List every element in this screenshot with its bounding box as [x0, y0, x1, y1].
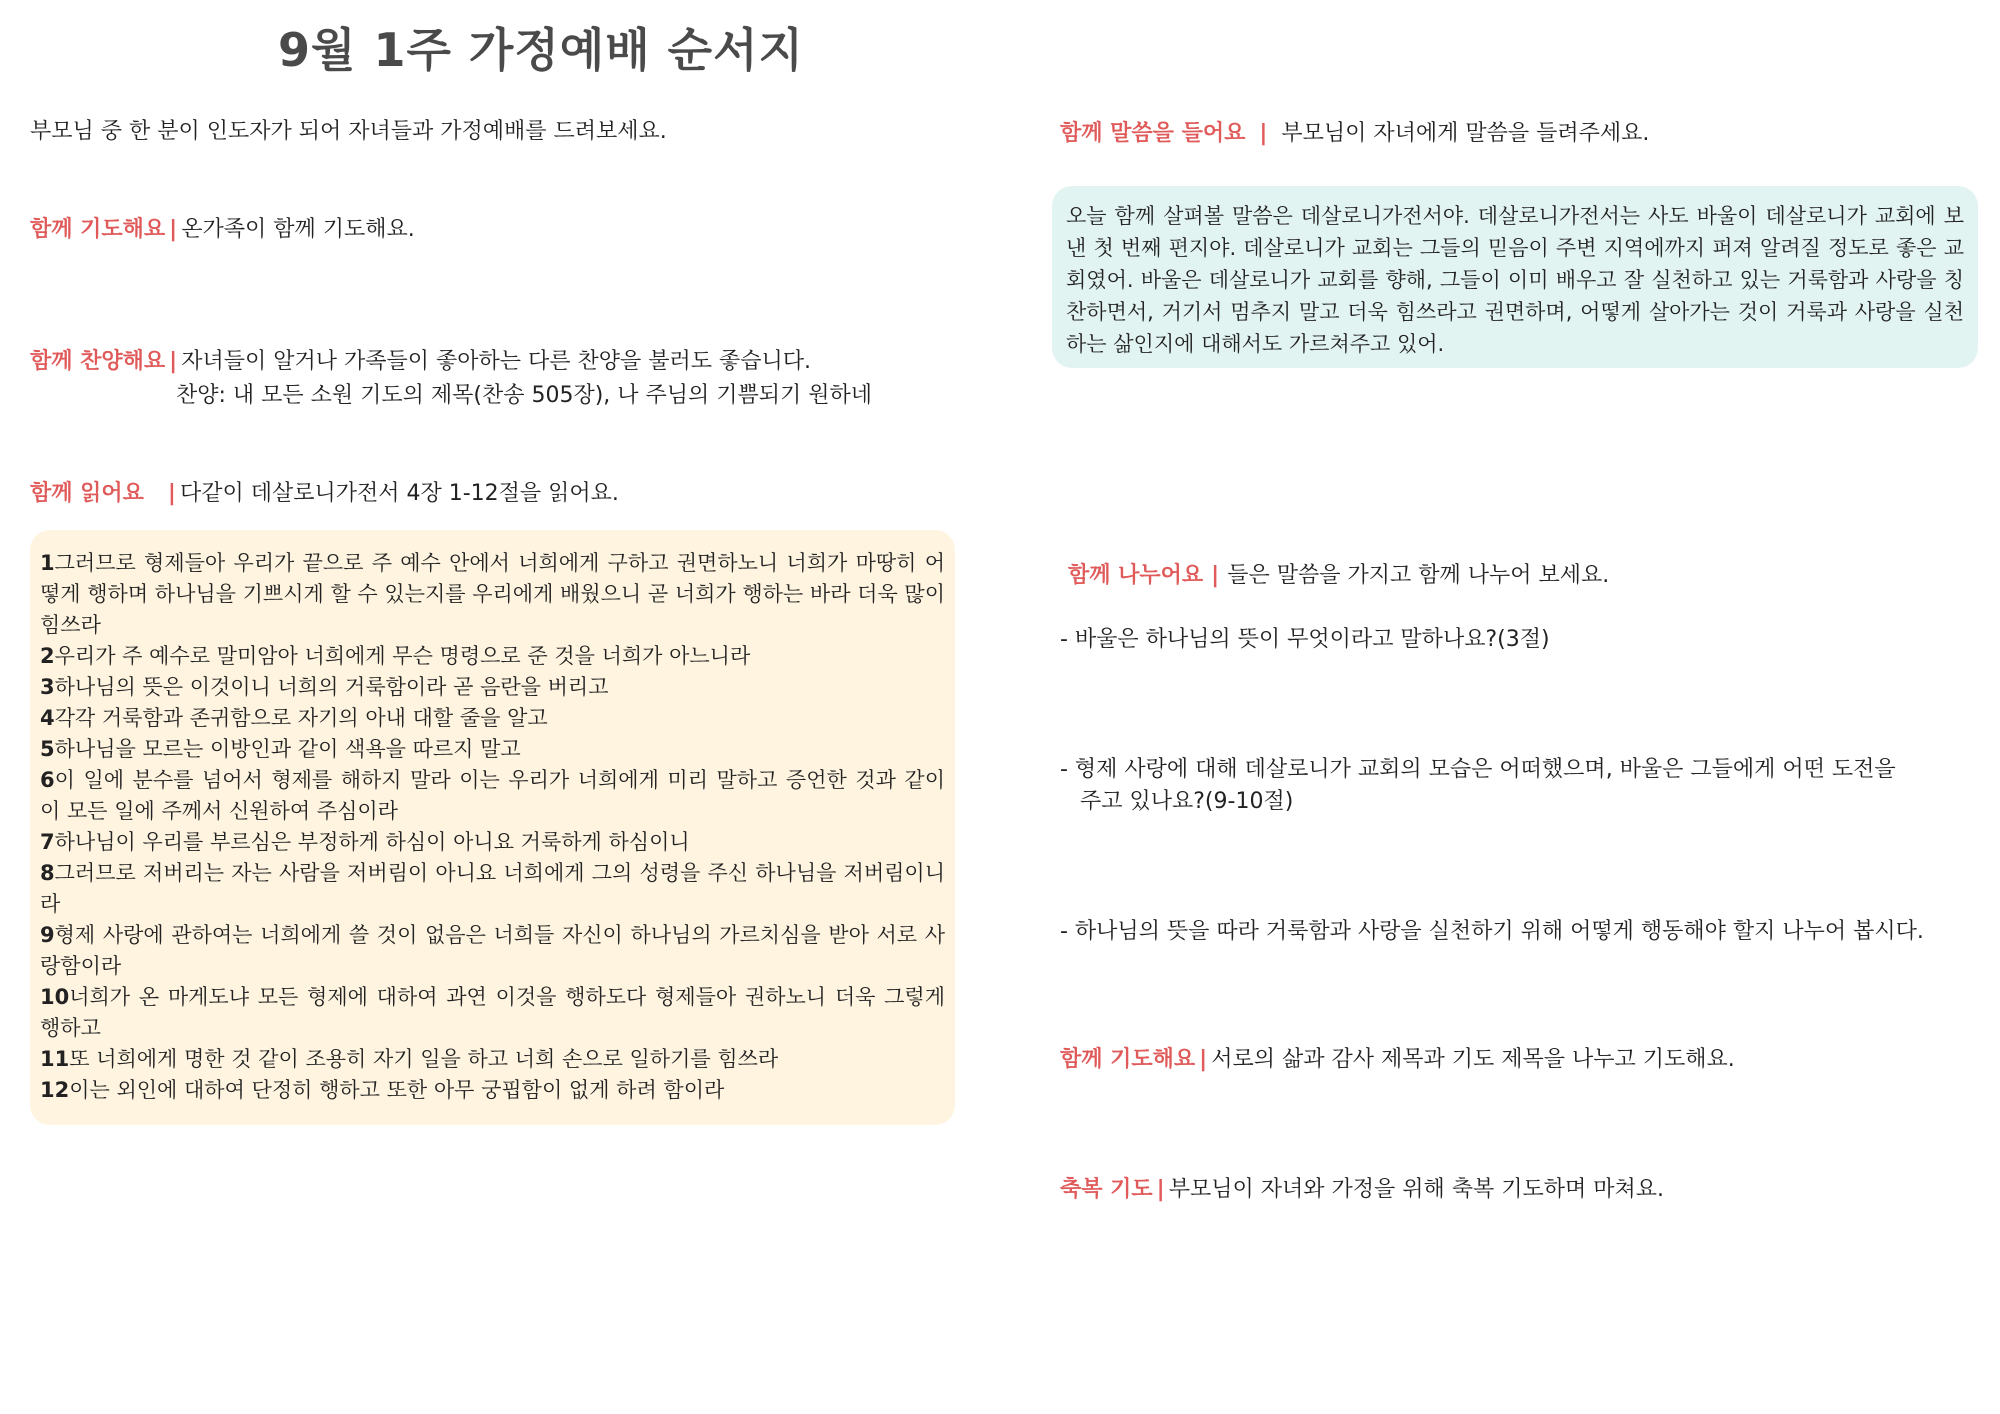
- section-text: 들은 말씀을 가지고 함께 나누어 보세요.: [1227, 563, 1610, 588]
- separator: |: [169, 217, 178, 242]
- separator: |: [1156, 1177, 1165, 1202]
- section-label: 함께 읽어요: [30, 481, 144, 506]
- intro-text: 부모님 중 한 분이 인도자가 되어 자녀들과 가정예배를 드려보세요.: [30, 119, 667, 144]
- section-text: 부모님이 자녀에게 말씀을 들려주세요.: [1281, 121, 1650, 146]
- verse: 7하나님이 우리를 부르심은 부정하게 하심이 아니요 거룩하게 하심이니: [40, 830, 690, 854]
- question-2: - 형제 사랑에 대해 데살로니가 교회의 모습은 어떠했으며, 바울은 그들에게 어떤 도전을 주고 있나요?(9-10절): [1060, 757, 1896, 814]
- section-text: 다같이 데살로니가전서 4장 1-12절을 읽어요.: [179, 481, 619, 506]
- section-listen: [1060, 118, 1649, 150]
- sermon-box: 오늘 함께 살펴볼 말씀은 데살로니가전서야. 데살로니가전서는 사도 바울이 데살로니가 교회에 보낸 첫 번째 편지야. 데살로니가 교회는 그들의 믿음이 주변 지역에까지 퍼져 알려질 정도로 좋은 교회였어. 바울은 데살로니가 교회를 향해, 그들이 이미 배우고 잘 실천하고 있는 거룩함과 사랑을 칭찬하면서, 거기서 멈추지 말고 더욱 힘쓰라고 권면하며, 어떻게 살아가는 것이 거룩과 사랑을 실천하는 삶인지에 대해서도 가르쳐주고 있어.: [1052, 186, 1978, 368]
- question-3: - 하나님의 뜻을 따라 거룩함과 사랑을 실천하기 위해 어떻게 행동해야 할지 나누어 봅시다.: [1060, 919, 1924, 944]
- verse: 6이 일에 분수를 넘어서 형제를 해하지 말라 이는 우리가 너희에게 미리 말하고 증언한 것과 같이 이 모든 일에 주께서 신원하여 주심이라: [40, 768, 945, 823]
- section-label: 함께 찬양해요: [30, 349, 166, 374]
- separator: |: [167, 481, 176, 506]
- praise-songs: 찬양: 내 모든 소원 기도의 제목(찬송 505장), 나 주님의 기쁨되기 원하네: [176, 383, 873, 408]
- section-label: 함께 기도해요: [30, 217, 166, 242]
- section-share: [1068, 560, 1609, 592]
- section-label: 함께 말씀을 들어요: [1060, 121, 1246, 146]
- verse: 9형제 사랑에 관하여는 너희에게 쓸 것이 없음은 너희들 자신이 하나님의 가르치심을 받아 서로 사랑함이라: [40, 923, 945, 978]
- section-read: [30, 478, 619, 510]
- section-text: 온가족이 함께 기도해요.: [181, 217, 415, 242]
- verse: 4각각 거룩함과 존귀함으로 자기의 아내 대할 줄을 알고: [40, 706, 548, 730]
- section-praise: [30, 346, 811, 378]
- question-1: - 바울은 하나님의 뜻이 무엇이라고 말하나요?(3절): [1060, 627, 1550, 652]
- scripture-box: [30, 530, 955, 1125]
- section-text: 자녀들이 알거나 가족들이 좋아하는 다른 찬양을 불러도 좋습니다.: [181, 349, 811, 374]
- section-label: 함께 기도해요: [1060, 1047, 1196, 1072]
- section-bless: [1060, 1174, 1664, 1206]
- separator: |: [1211, 563, 1220, 588]
- separator: |: [1259, 121, 1268, 146]
- verse: 11또 너희에게 명한 것 같이 조용히 자기 일을 하고 너희 손으로 일하기를 힘쓰라: [40, 1047, 779, 1071]
- separator: |: [1199, 1047, 1208, 1072]
- section-text: 부모님이 자녀와 가정을 위해 축복 기도하며 마쳐요.: [1168, 1177, 1664, 1202]
- section-label: 함께 나누어요: [1068, 563, 1204, 588]
- verse: 12이는 외인에 대하여 단정히 행하고 또한 아무 궁핍함이 없게 하려 함이라: [40, 1078, 725, 1102]
- section-label: 축복 기도: [1060, 1177, 1153, 1202]
- section-text: 서로의 삶과 감사 제목과 기도 제목을 나누고 기도해요.: [1211, 1047, 1735, 1072]
- verse: 2우리가 주 예수로 말미암아 너희에게 무슨 명령으로 준 것을 너희가 아느니라: [40, 644, 751, 668]
- section-pray-2: [1060, 1044, 1735, 1076]
- verse: 3하나님의 뜻은 이것이니 너희의 거룩함이라 곧 음란을 버리고: [40, 675, 609, 699]
- verse: 8그러므로 저버리는 자는 사람을 저버림이 아니요 너희에게 그의 성령을 주신 하나님을 저버림이니라: [40, 861, 945, 916]
- verse: 5하나님을 모르는 이방인과 같이 색욕을 따르지 말고: [40, 737, 521, 761]
- verse: 1그러므로 형제들아 우리가 끝으로 주 예수 안에서 너희에게 구하고 권면하노니 너희가 마땅히 어떻게 행하며 하나님을 기쁘시게 할 수 있는지를 우리에게 배웠으니 곧 너희가 행하는 바라 더욱 많이 힘쓰라: [40, 551, 945, 637]
- verse: 10너희가 온 마게도냐 모든 형제에 대하여 과연 이것을 행하도다 형제들아 권하노니 더욱 그렇게 행하고: [40, 985, 945, 1040]
- section-pray-1: [30, 214, 415, 246]
- page-title: 9월 1주 가정예배 순서지: [278, 23, 804, 77]
- separator: |: [169, 349, 178, 374]
